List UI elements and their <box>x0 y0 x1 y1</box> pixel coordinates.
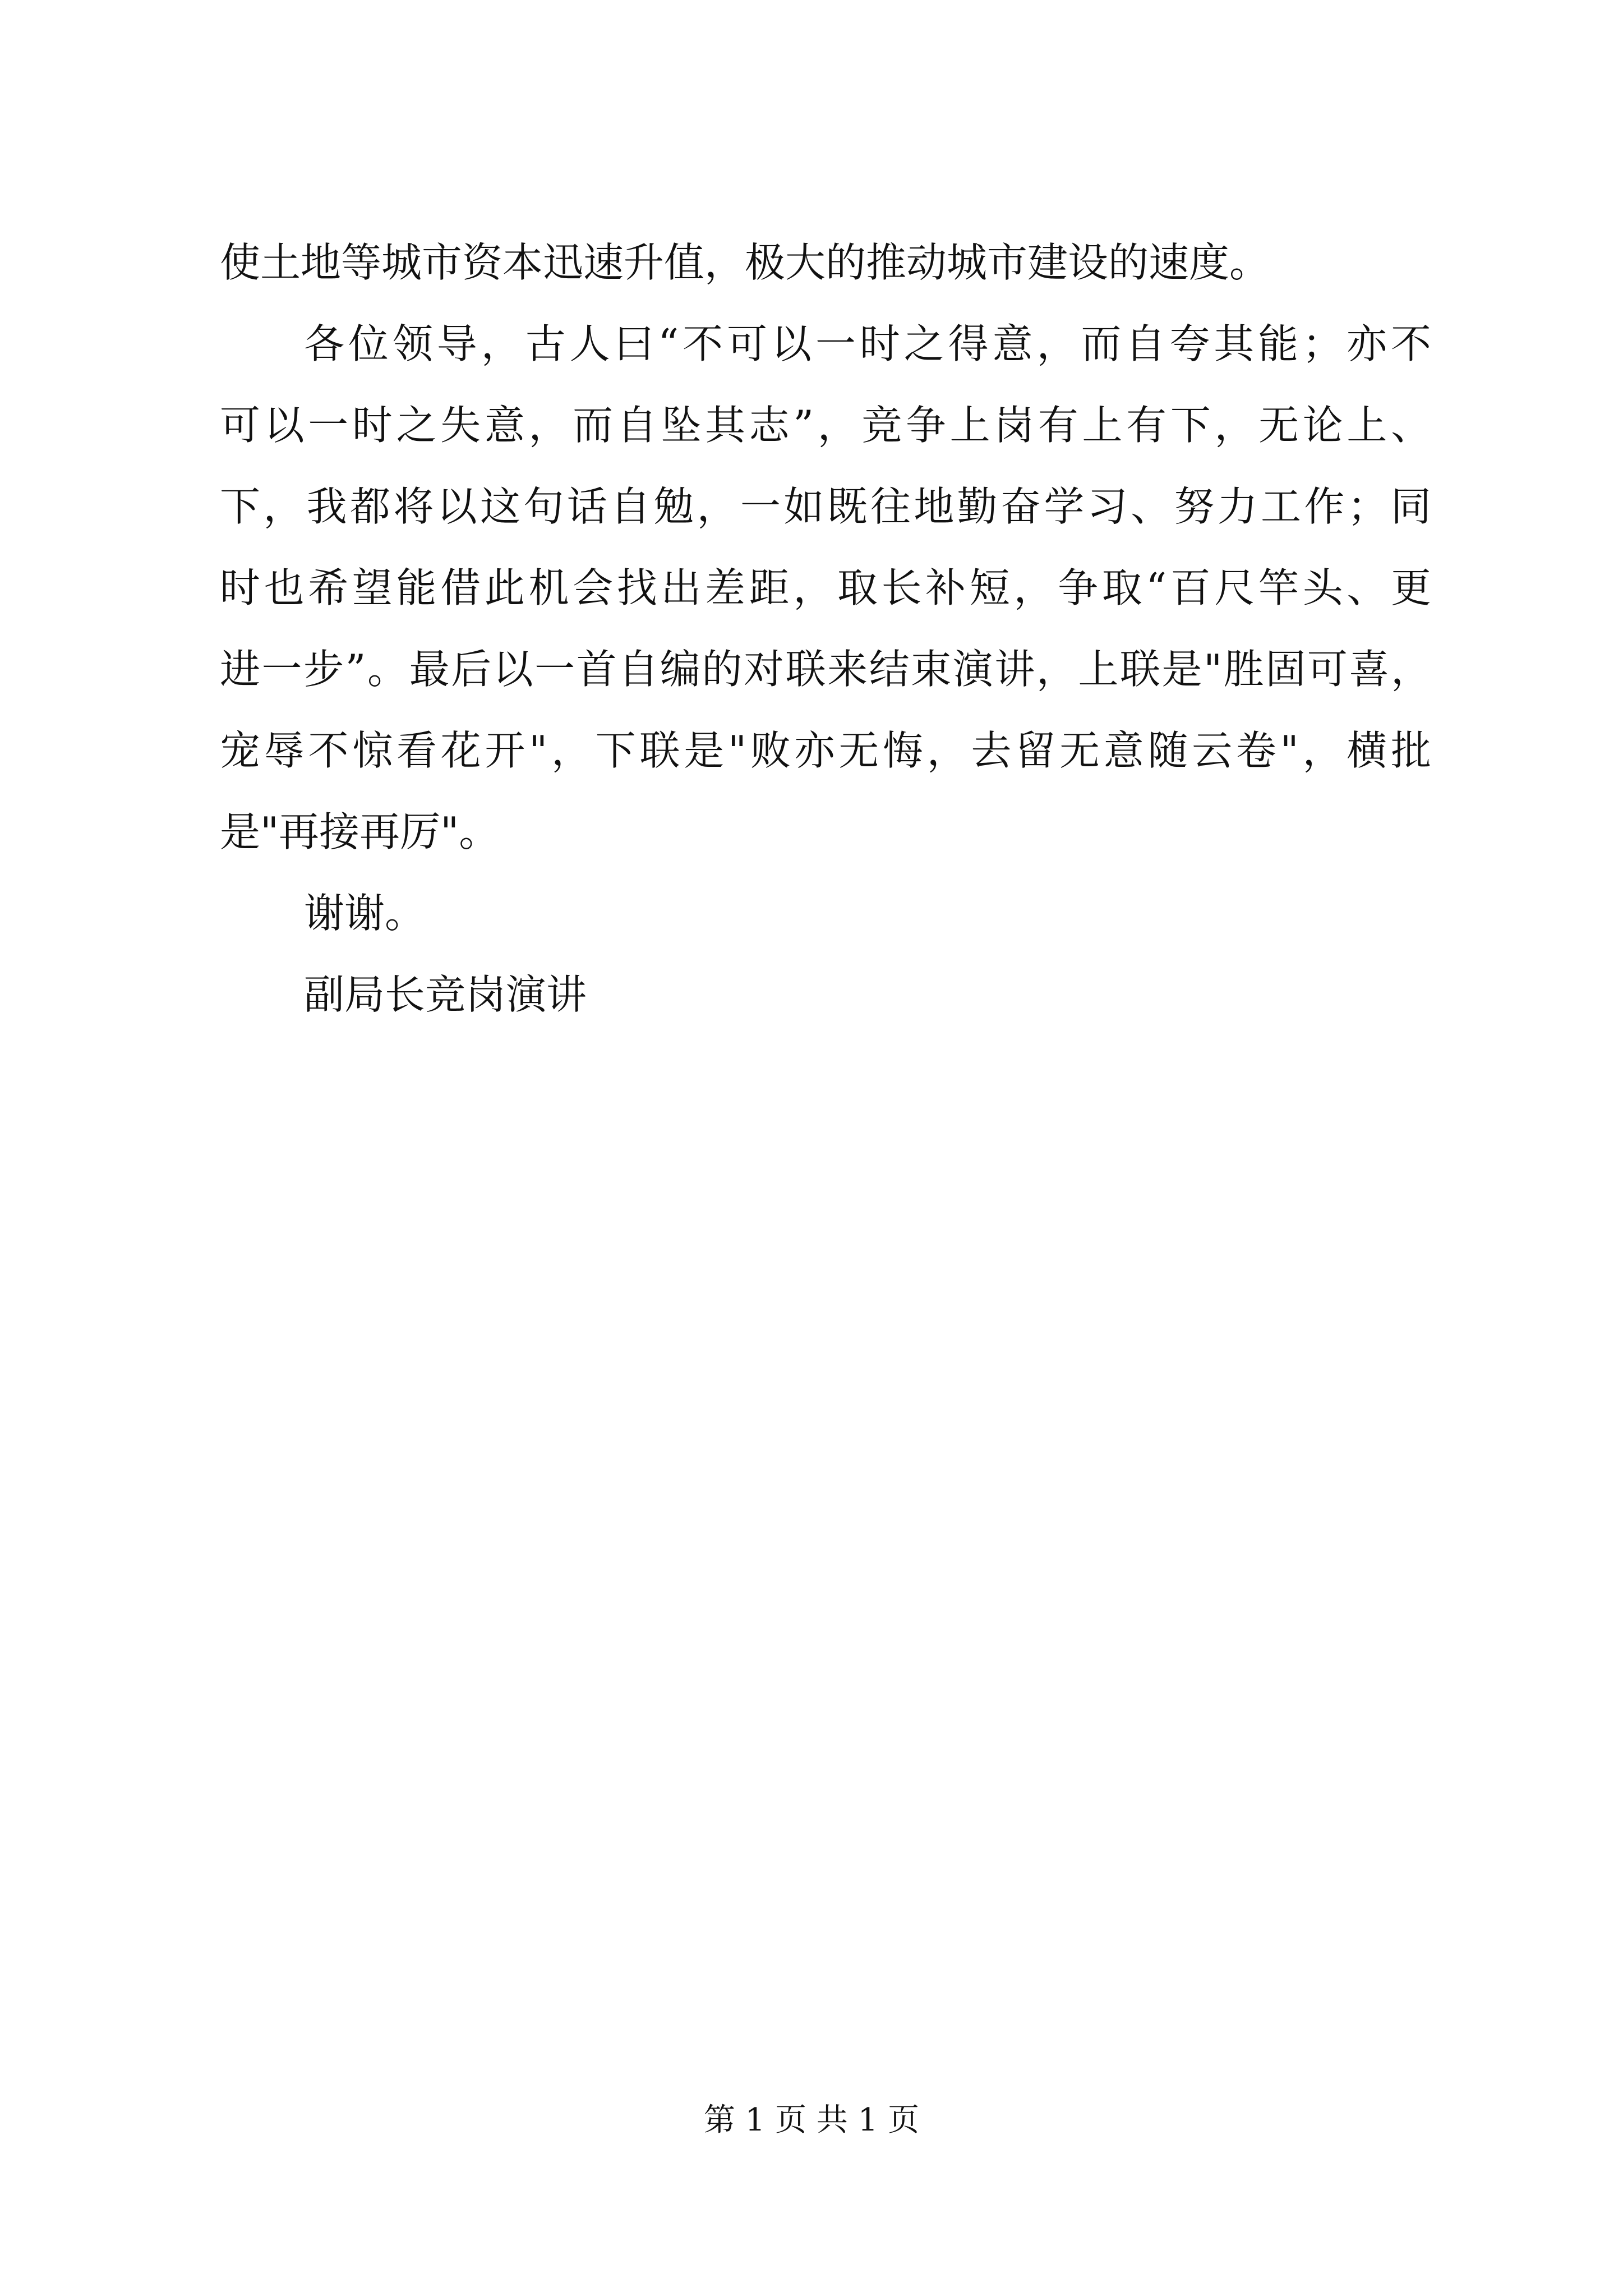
text-line-8: 是"再接再厉"。 <box>220 808 500 855</box>
document-body <box>220 222 1431 1036</box>
text-line-2: 各位领导，古人曰“不可以一时之得意，而自夸其能；亦不 <box>304 320 1431 367</box>
text-line-4: 下，我都将以这句话自勉，一如既往地勤奋学习、努力工作；同 <box>220 483 1431 530</box>
text-line-10: 副局长竞岗演讲 <box>304 971 587 1018</box>
text-line-6: 进一步”。最后以一首自编的对联来结束演讲，上联是"胜固可喜， <box>220 646 1431 693</box>
page-number: 第 1 页 共 1 页 <box>703 2102 920 2138</box>
text-line-1: 使土地等城市资本迅速升值，极大的推动城市建设的速度。 <box>220 239 1270 286</box>
text-line-3: 可以一时之失意，而自坠其志”，竞争上岗有上有下，无论上、 <box>220 402 1431 449</box>
text-line-9: 谢谢。 <box>304 890 426 937</box>
text-line-5: 时也希望能借此机会找出差距，取长补短，争取“百尺竿头、更 <box>220 564 1431 611</box>
page-footer <box>0 2098 1623 2143</box>
text-line-7: 宠辱不惊看花开"，下联是"败亦无悔，去留无意随云卷"，横批 <box>220 727 1431 774</box>
